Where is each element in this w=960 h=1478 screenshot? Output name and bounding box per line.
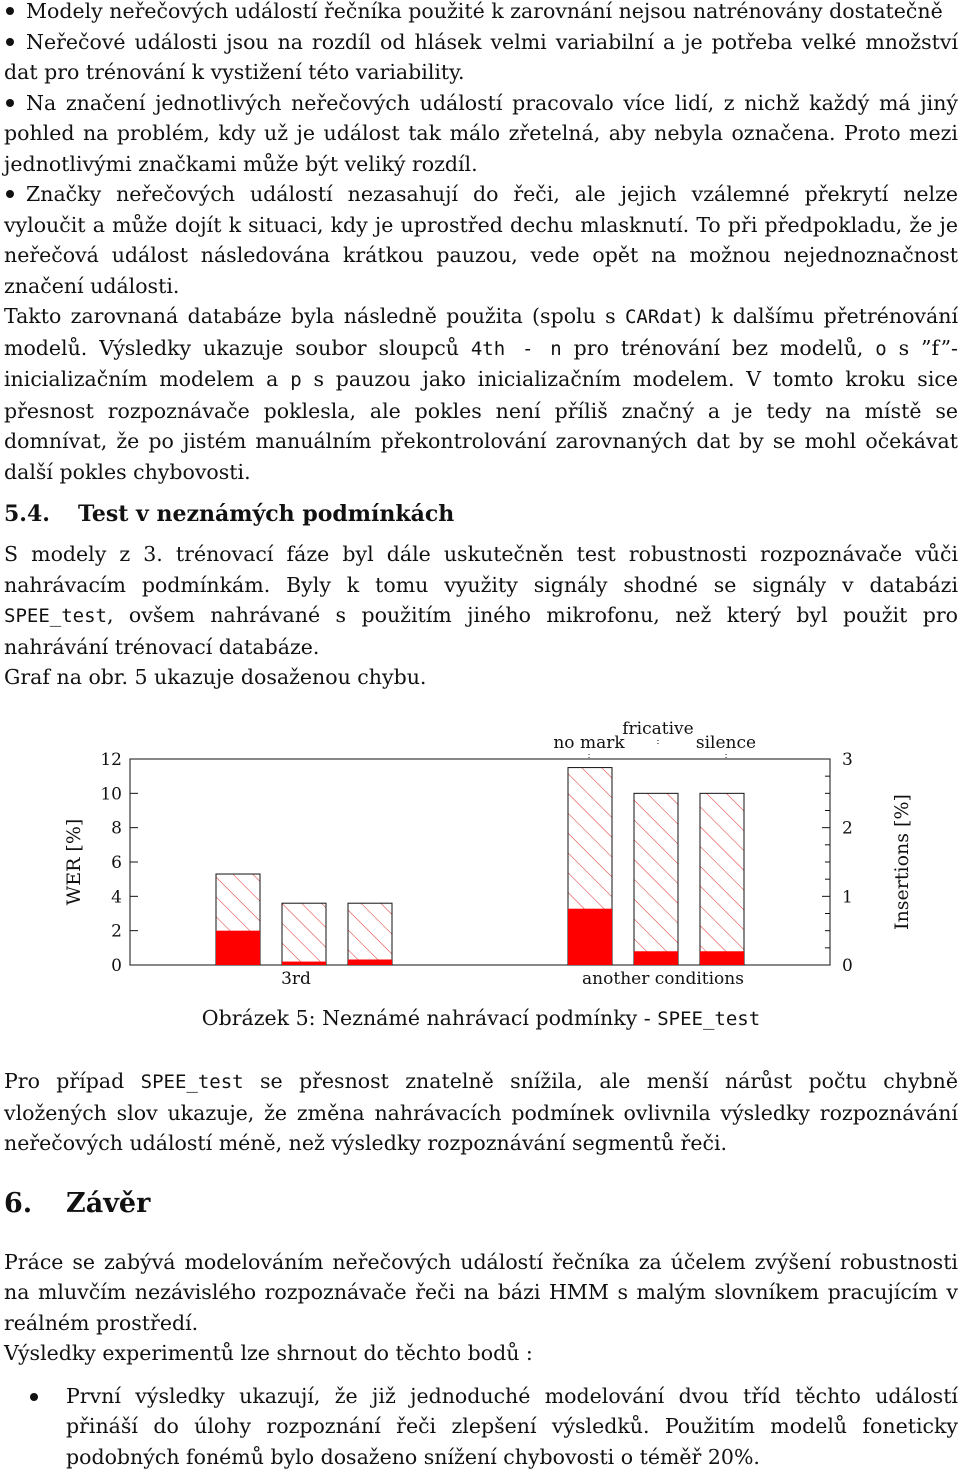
wer-bar: [700, 793, 744, 965]
y2-axis-label: Insertions [%]: [891, 793, 913, 930]
y-axis-label: WER [%]: [63, 818, 85, 905]
group-label-3rd: 3rd: [281, 968, 311, 989]
bullet-list-top: [4, 0, 958, 301]
insertions-bar: [282, 961, 326, 964]
y-tick-label: 10: [100, 783, 122, 804]
paragraph-robustness: S modely z 3. trénovací fáze byl dále uskutečněn test robustnosti rozpoznávače vůči nahrávacím podmínkám. Byly k tomu využity signály shodné se signály v databázi SPEE_test, ovšem nahrávané s použitím jiného mikrofonu, než který byl použit pro nahrávání trénovací databáze.: [4, 542, 958, 659]
y-tick-label: 8: [111, 818, 122, 839]
wer-bar: [634, 793, 678, 965]
bullet-dot-icon: [30, 1393, 38, 1401]
paragraph-conclusion: Práce se zabývá modelováním neřečových událostí řečníka za účelem zvýšení robustnosti na mluvčím nezávislého rozpoznávače řeči na bázi HMM s malým slovníkem pracujícím v reálném prostředí.: [4, 1249, 958, 1335]
wer-bar: [282, 903, 326, 965]
y2-tick-label: 1: [842, 886, 853, 907]
y-tick-label: 4: [111, 886, 122, 907]
bullet-dot-icon: [6, 99, 14, 107]
section-heading-5-4: 5.4. Test v neznámých podmínkách: [4, 501, 455, 527]
insertions-bar: [634, 951, 678, 965]
series-label: silence: [695, 732, 757, 753]
insertions-bar: [700, 951, 744, 965]
y-tick-label: 6: [111, 852, 122, 873]
paragraph-graph-ref: Graf na obr. 5 ukazuje dosaženou chybu.: [4, 665, 427, 689]
series-label: no mark: [553, 732, 625, 753]
paragraph-retraining: Takto zarovnaná databáze byla následně použita (spolu s CARdat) k dalšímu přetrénování modelů. Výsledky ukazuje soubor sloupců 4th - n pro trénování bez modelů, o s ”f”-inicializačním modelem a p s pauzou jako inicializačním modelem. V tomto kroku sice přesnost rozpoznávače poklesla, ale pokles není příliš značný a je tedy na místě se domnívat, že po jistém manuálním překontrolování zarovnaných dat by se mohl očekávat další pokles chybovosti.: [4, 304, 958, 484]
y2-tick-label: 0: [842, 955, 853, 976]
y-tick-label: 12: [100, 749, 122, 770]
bullet-item: První výsledky ukazují, že již jednoduché modelování dvou tříd těchto událostí přináší do úlohy rozpoznání řeči zlepšení výsledků. Použitím modelů foneticky podobných fonémů bylo dosaženo snížení chybovosti o téměř 20%.: [4, 1381, 958, 1473]
paper-page: [4, 0, 958, 1472]
bullet-list-bottom: [4, 1381, 958, 1473]
bullet-dot-icon: [6, 190, 14, 198]
bullet-item: Modely neřečových událostí řečníka použité k zarovnání nejsou natrénovány dostatečně: [4, 0, 958, 27]
paragraph-speetest-result: Pro případ SPEE_test se přesnost znatelně snížila, ale menší nárůst počtu chybně vložených slov ukazuje, že změna nahrávacích podmínek ovlivnila výsledky rozpoznávání neřečových událostí méně, než výsledky rozpoznávání segmentů řeči.: [4, 1069, 958, 1155]
wer-bar-chart: [4, 705, 958, 1005]
y-tick-label: 0: [111, 955, 122, 976]
figure-caption: Obrázek 5: Neznámé nahrávací podmínky - SPEE_test: [201, 1005, 761, 1030]
figure-5: [4, 705, 958, 1005]
bullet-item: Značky neřečových událostí nezasahují do řeči, ale jejich vzálemné překrytí nelze vyloučit a může dojít k situaci, kdy je uprostřed dechu mlasknutí. To při předpokladu, že je neřečová událost následována krátkou pauzou, vede opět na možnou nejednoznačnost značení události.: [4, 182, 958, 298]
y-tick-label: 2: [111, 921, 122, 942]
y2-tick-label: 3: [842, 749, 853, 770]
insertions-bar: [216, 930, 260, 964]
y2-tick-label: 2: [842, 818, 853, 839]
group-label-another: another conditions: [582, 968, 744, 989]
wer-bar: [348, 903, 392, 965]
bullet-dot-icon: [6, 38, 14, 46]
insertions-bar: [568, 908, 612, 964]
bullet-item: Na značení jednotlivých neřečových událostí pracovalo více lidí, z nichž každý má jiný pohled na problém, kdy už je událost tak málo zřetelná, aby nebyla označena. Proto mezi jednotlivými značkami může být veliký rozdíl.: [4, 90, 958, 176]
insertions-bar: [348, 959, 392, 964]
paragraph-summary-intro: Výsledky experimentů lze shrnout do těchto bodů :: [4, 1341, 533, 1365]
section-heading-6: 6. Závěr: [4, 1187, 151, 1219]
bullet-dot-icon: [6, 7, 14, 15]
series-label: fricative: [622, 718, 694, 739]
bullet-item: Neřečové události jsou na rozdíl od hlásek velmi variabilní a je potřeba velké množství dat pro trénování k vystižení této variability.: [4, 29, 958, 84]
